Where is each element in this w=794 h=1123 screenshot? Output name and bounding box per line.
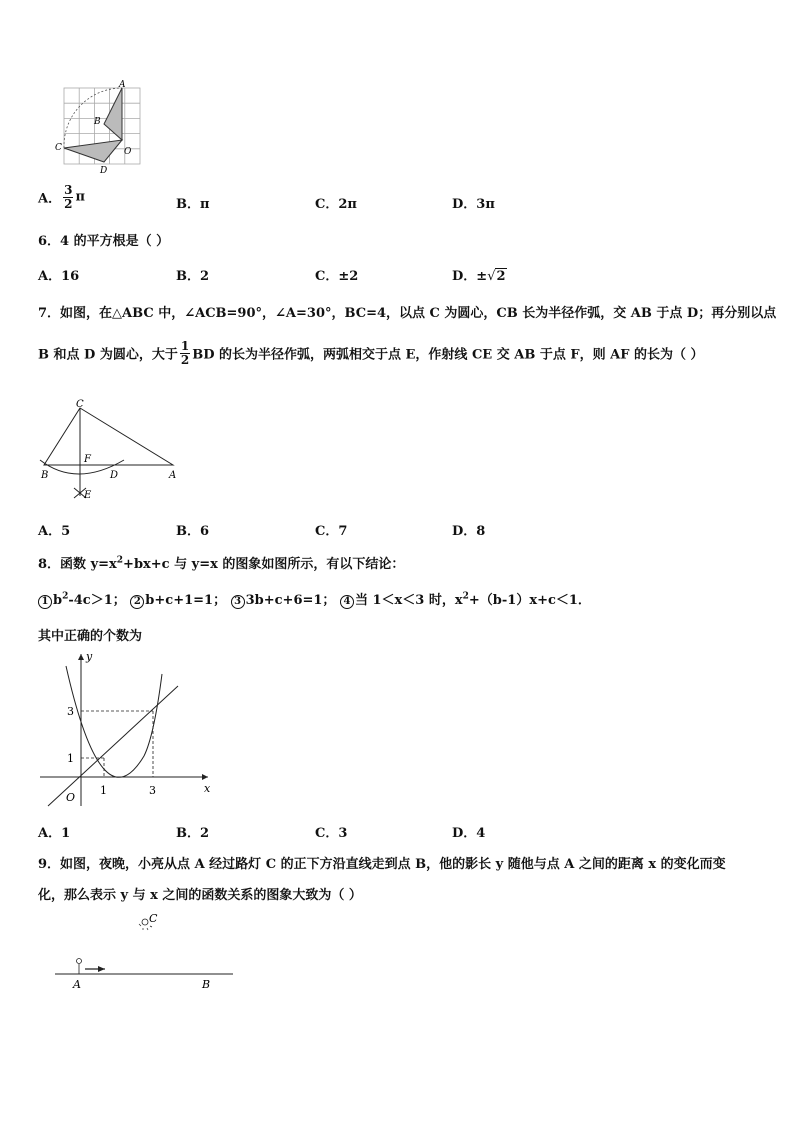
q8-option-b[interactable]: B．2 [176,826,210,841]
q7-line2: B 和点 D 为圆心，大于 $\frac{1}{2}$ BD 的长为半径作弧，两弧相交于点 E，作射线 CE 交 AB 于点 F，则 AF 的长为（ ） [38,339,704,367]
q8-line-y-eq-x [48,686,178,806]
q9-label-b: B [202,978,211,991]
q7-fraction: $\frac{1}{2}$ [180,339,190,367]
q5-label-d: D [100,166,108,176]
q5-label-b: B [94,117,101,127]
q8-option-d[interactable]: D．4 [452,826,486,841]
q9-line1: 9．如图，夜晚，小亮从点 A 经过路灯 C 的正下方沿直线走到点 B，他的影长 y 随他与点 A 之间的距离 x 的变化而变 [38,857,726,872]
q8-conclusions: 1 $b^2-4c>1$； 2 b+c+1=1； 3 3b+c+6=1； 4 当 1＜x＜3 时，$x^2+(b-1)x+c<1$． [38,589,591,609]
q8-origin-label: O [66,791,76,804]
q7-label-a: A [169,470,177,481]
q5-label-c: C [55,143,62,153]
q8-x-label: x [204,782,211,795]
q7-line1: 7．如图，在△ABC 中，∠ACB=90°，∠A=30°，BC=4，以点 C 为圆心，CB 长为半径作弧，交 AB 于点 D；再分别以点 [38,306,777,321]
q7-option-d[interactable]: D．8 [452,524,486,539]
q8-tick-x-1: 1 [100,784,107,797]
q8-guide-lines [81,711,153,777]
q7-label-e: E [84,490,92,501]
q8-parabola [66,666,162,777]
q8-graph [36,646,226,808]
q6-option-b[interactable]: B．2 [176,269,210,284]
q5-triangle-upper [104,88,122,140]
q8-y-label: y [86,650,93,663]
q7-label-c: C [76,399,84,410]
q7-figure [36,398,186,503]
q9-label-a: A [73,978,81,991]
person-icon [77,959,82,975]
q9-label-c: C [149,912,158,925]
q6-stem: 6．4 的平方根是（ ） [38,234,170,249]
conclusion-4-badge: 4 [340,595,354,609]
q5-option-a-fraction: $\frac{3}{2}$ [64,183,73,211]
q7-option-a[interactable]: A．5 [38,524,71,539]
q6-option-d[interactable]: D．±√2 [452,269,506,284]
conclusion-3-badge: 3 [231,595,245,609]
arrow-head-icon [98,966,105,972]
q8-option-c[interactable]: C．3 [315,826,348,841]
q5-option-c[interactable]: C．2π [315,197,357,212]
q6-option-c[interactable]: C．±2 [315,269,359,284]
q7-label-b: B [41,470,49,481]
q5-option-b[interactable]: B．π [176,197,210,212]
q5-label-a: A [119,80,126,90]
q5-figure [52,78,148,176]
q7-label-d: D [110,470,119,481]
sqrt-symbol: √ [487,269,496,284]
q5-option-a[interactable]: A． $\frac{3}{2}$ π [38,183,85,211]
q8-tick-y-1: 1 [67,752,74,765]
q8-option-a[interactable]: A．1 [38,826,71,841]
q8-tick-x-3: 3 [149,784,156,797]
q9-figure [55,906,235,992]
q8-tick-y-3: 3 [67,705,74,718]
q5-triangle-lower [64,140,122,162]
q7-triangle [44,408,173,465]
q7-option-c[interactable]: C．7 [315,524,348,539]
conclusion-2-badge: 2 [130,595,144,609]
q6-option-a[interactable]: A．16 [38,269,80,284]
conclusion-1-badge: 1 [38,595,52,609]
q7-option-b[interactable]: B．6 [176,524,210,539]
q9-line2: 化，那么表示 y 与 x 之间的函数关系的图象大致为（ ） [38,888,362,903]
q8-sub-stem: 其中正确的个数为 [38,629,143,644]
q8-stem: 8．函数 $y=x^2+bx+c$ 与 y=x 的图象如图所示，有以下结论： [38,555,405,572]
q5-option-d[interactable]: D．3π [452,197,495,212]
q5-label-o: O [124,147,132,157]
q7-label-f: F [84,454,91,465]
